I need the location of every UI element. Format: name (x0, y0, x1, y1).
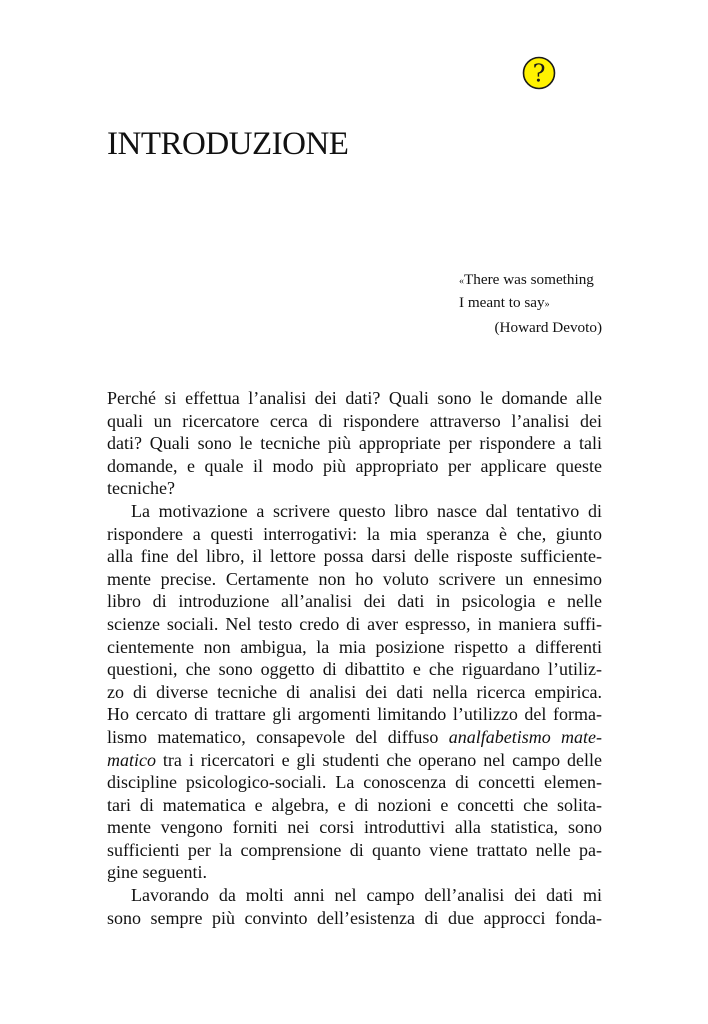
text-line: tecniche? (107, 478, 175, 499)
paragraph-2 (107, 500, 602, 884)
paragraph-1 (107, 387, 602, 500)
text-line: scienze sociali. Nel testo credo di aver espresso, in maniera suffi- (107, 613, 602, 634)
epigraph-text-1: There was something (464, 271, 594, 288)
text-line: gine seguenti. (107, 862, 207, 883)
epigraph-text-2: I meant to say (459, 293, 545, 311)
text-line: rispondere a questi interrogativi: la mia speranza è che, giunto (107, 523, 602, 544)
text-line: zo di diverse tecniche di analisi dei dati nella ricerca empirica. (107, 681, 602, 702)
epigraph (459, 270, 602, 339)
text-line (107, 726, 602, 749)
text-line: sufficienti per la comprensione di quanto viene trattato nelle pa- (107, 839, 602, 860)
text-line: discipline psicologico-sociali. La conoscenza di concetti elemen- (107, 772, 602, 793)
text-line: alla fine del libro, il lettore possa darsi delle risposte sufficiente- (107, 546, 602, 567)
text-line: Lavorando da molti anni nel campo dell’analisi dei dati mi (131, 885, 602, 906)
italic-term: matico (107, 749, 156, 770)
text-line: questioni, che sono oggetto di dibattito e che riguardano l’utiliz- (107, 659, 602, 680)
text-line: domande, e quale il modo più appropriato per applicare queste (107, 455, 602, 476)
text-line: quali un ricercatore cerca di rispondere attraverso l’analisi dei (107, 410, 602, 431)
text-line: Perché si effettua l’analisi dei dati? Quali sono le domande alle (107, 388, 602, 408)
italic-term: analfabetismo mate- (448, 726, 603, 747)
close-quote-mark: » (544, 298, 550, 310)
text-segment: lismo matematico, consapevole del diffuso (107, 726, 449, 747)
epigraph-line-1 (459, 270, 602, 293)
text-line: mente vengono forniti nei corsi introduttivi alla statistica, sono (107, 817, 602, 838)
text-line: tari di matematica e algebra, e di nozioni e concetti che solita- (107, 794, 602, 815)
epigraph-author: (Howard Devoto) (494, 319, 602, 336)
text-line: Ho cercato di trattare gli argomenti limitando l’utilizzo del forma- (107, 704, 602, 725)
text-line: cientemente non ambigua, la mia posizione rispetto a differenti (107, 636, 602, 657)
text-segment: tra i ricercatori e gli studenti che operano nel campo delle (156, 749, 602, 770)
open-quote-mark: « (459, 276, 464, 287)
text-line: sono sempre più convinto dell’esistenza di due approcci fonda- (107, 907, 602, 928)
help-icon-glyph: ? (532, 59, 546, 88)
text-line: libro di introduzione all’analisi dei dati in psicologia e nelle (107, 591, 602, 612)
page-title: INTRODUZIONE (107, 126, 349, 162)
text-line: mente precise. Certamente non ho voluto scrivere un ennesimo (107, 568, 602, 589)
text-line (107, 749, 602, 772)
epigraph-line-2 (459, 293, 602, 316)
text-line: La motivazione a scrivere questo libro nasce dal tentativo di (131, 500, 602, 521)
help-icon[interactable] (522, 56, 556, 90)
body-text (107, 387, 602, 929)
text-line: dati? Quali sono le tecniche più appropriate per rispondere a tali (107, 433, 602, 454)
paragraph-3 (107, 884, 602, 929)
